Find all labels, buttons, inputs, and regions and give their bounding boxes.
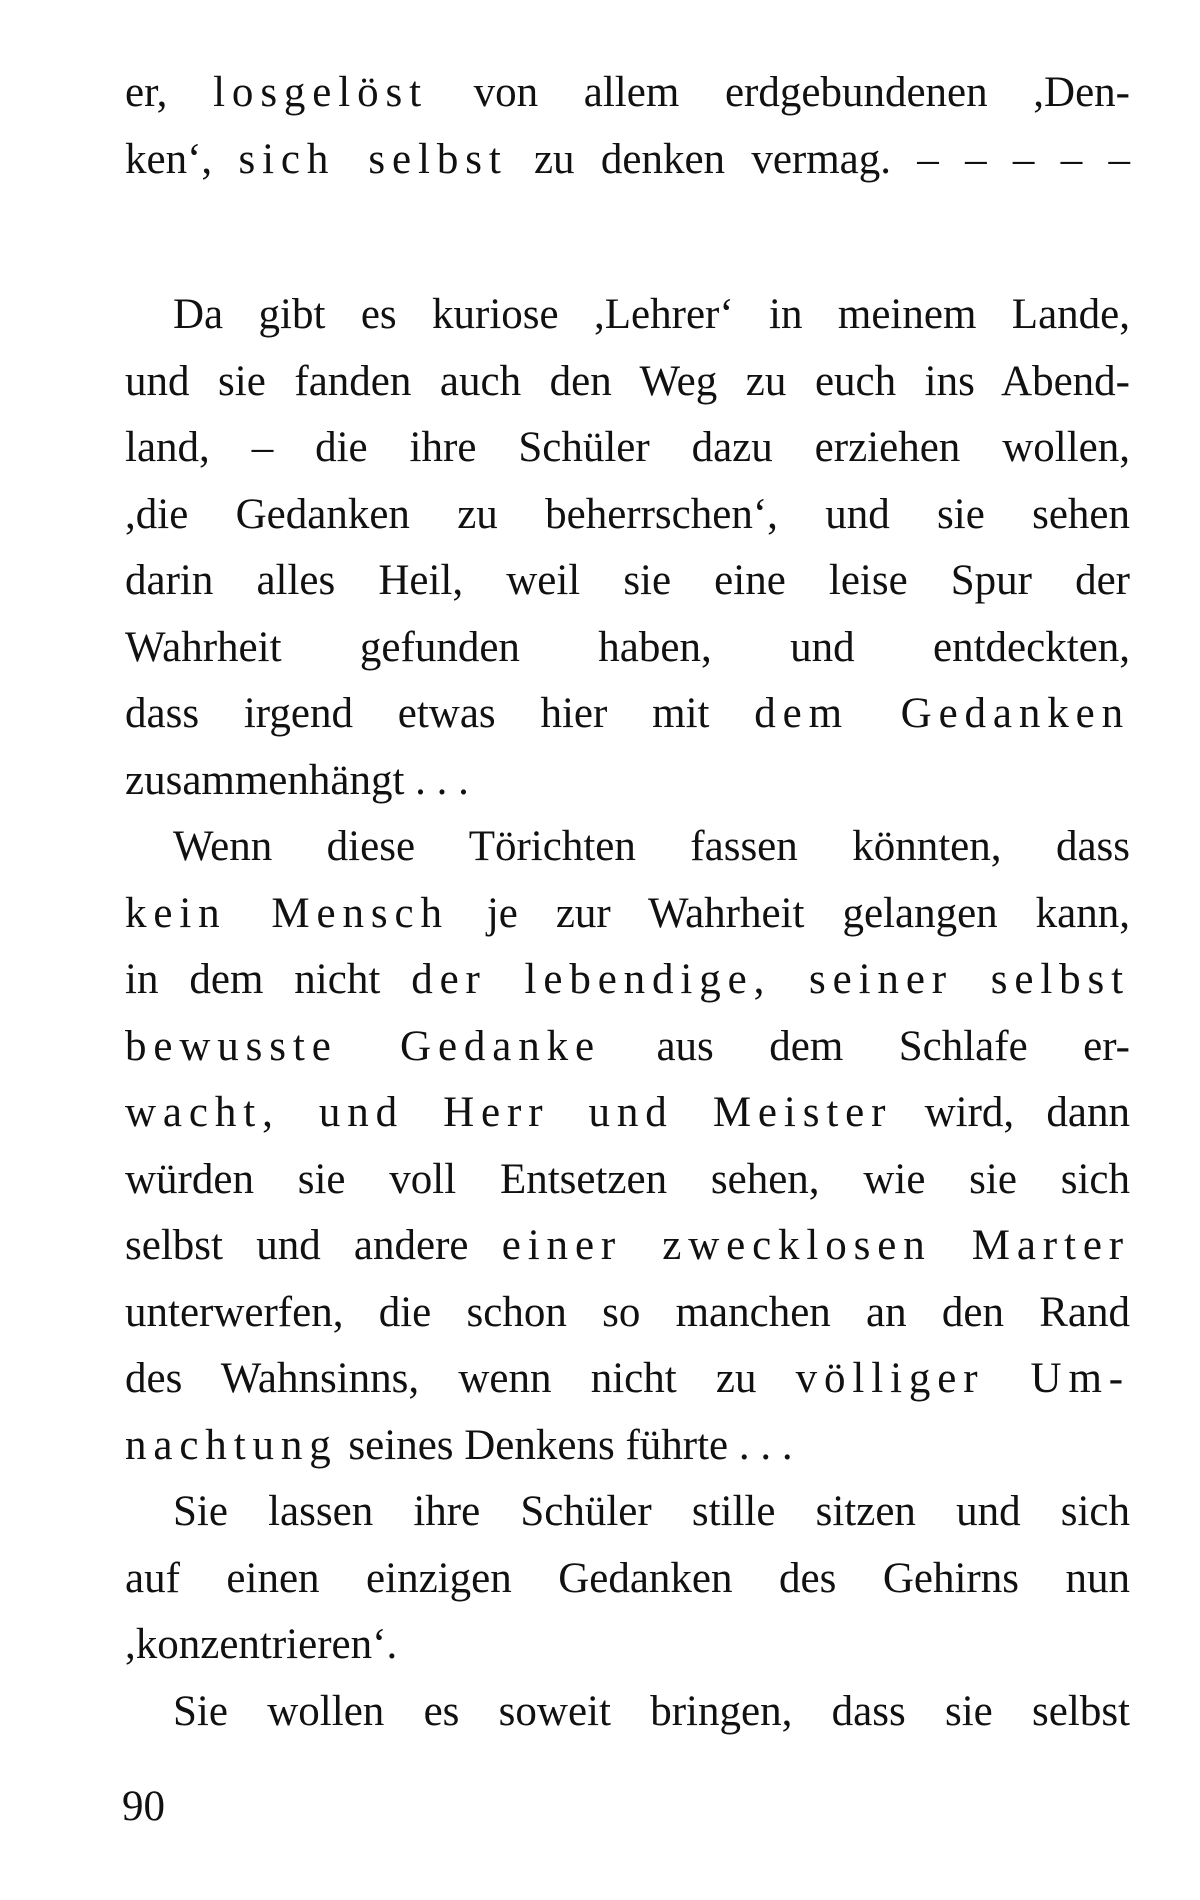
emphasis: der lebendige, seiner selbst: [411, 956, 1130, 1003]
emphasis: wacht, und Herr und Meister: [125, 1089, 893, 1136]
emphasis: sich selbst: [238, 135, 508, 183]
page-number: 90: [122, 1783, 165, 1830]
text-line: er, losgelöst von allem erdgebundenen ,Den-: [125, 69, 1130, 116]
text-line: nachtung seines Denkens führte . . .: [125, 1421, 793, 1469]
text-line: auf einen einzigen Gedanken des Gehirns nun: [125, 1554, 1130, 1602]
text-line: unterwerfen, die schon so manchen an den Rand: [125, 1288, 1130, 1336]
paragraph-continuation: [125, 60, 1130, 193]
paragraph-first-line: Sie wollen es soweit bringen, dass sie selbst: [173, 1687, 1130, 1735]
paragraph-first-line: Da gibt es kuriose ,Lehrer‘ in meinem Lande,: [173, 291, 1130, 338]
text-line: in dem nicht der lebendige, seiner selbst: [125, 956, 1130, 1003]
emphasis: völliger Um-: [795, 1355, 1131, 1402]
paragraph-first-line: Wenn diese Törichten fassen könnten, dass: [173, 823, 1130, 870]
paragraph-group: [125, 282, 1130, 1745]
text-line: bewusste Gedanke aus dem Schlafe er-: [125, 1022, 1131, 1070]
text-line: wacht, und Herr und Meister wird, dann: [125, 1089, 1131, 1136]
text-line: des Wahnsinns, wenn nicht zu völliger Um-: [125, 1355, 1131, 1402]
text-line: und sie fanden auch den Weg zu euch ins Abend-: [125, 357, 1130, 405]
emphasis: dem Gedanken: [754, 690, 1130, 737]
text-line: ken‘, sich selbst zu denken vermag. – – – – –: [125, 135, 1131, 183]
emphasis: nachtung: [125, 1421, 338, 1469]
text-line: selbst und andere einer zwecklosen Marter: [125, 1222, 1130, 1269]
text-line: zusammenhängt . . .: [125, 756, 469, 804]
text-line: kein Mensch je zur Wahrheit gelangen kann,: [125, 889, 1130, 937]
text-line: würden sie voll Entsetzen sehen, wie sie sich: [125, 1155, 1130, 1203]
text-line: ,konzentrieren‘.: [125, 1621, 398, 1668]
text-line: dass irgend etwas hier mit dem Gedanken: [125, 690, 1130, 737]
emphasis: bewusste Gedanke: [125, 1022, 601, 1070]
emphasis: losgelöst: [213, 69, 428, 116]
text-line: ,die Gedanken zu beherrschen‘, und sie sehen: [125, 490, 1130, 538]
paragraph-first-line: Sie lassen ihre Schüler stille sitzen und sich: [173, 1488, 1130, 1535]
text-line: darin alles Heil, weil sie eine leise Spur der: [125, 557, 1130, 604]
text-line: Wahrheit gefunden haben, und entdeckten,: [125, 623, 1130, 671]
emphasis: einer zwecklosen Marter: [501, 1222, 1130, 1269]
emphasis: kein Mensch: [125, 889, 449, 937]
text-line: land, – die ihre Schüler dazu erziehen wollen,: [125, 424, 1130, 471]
